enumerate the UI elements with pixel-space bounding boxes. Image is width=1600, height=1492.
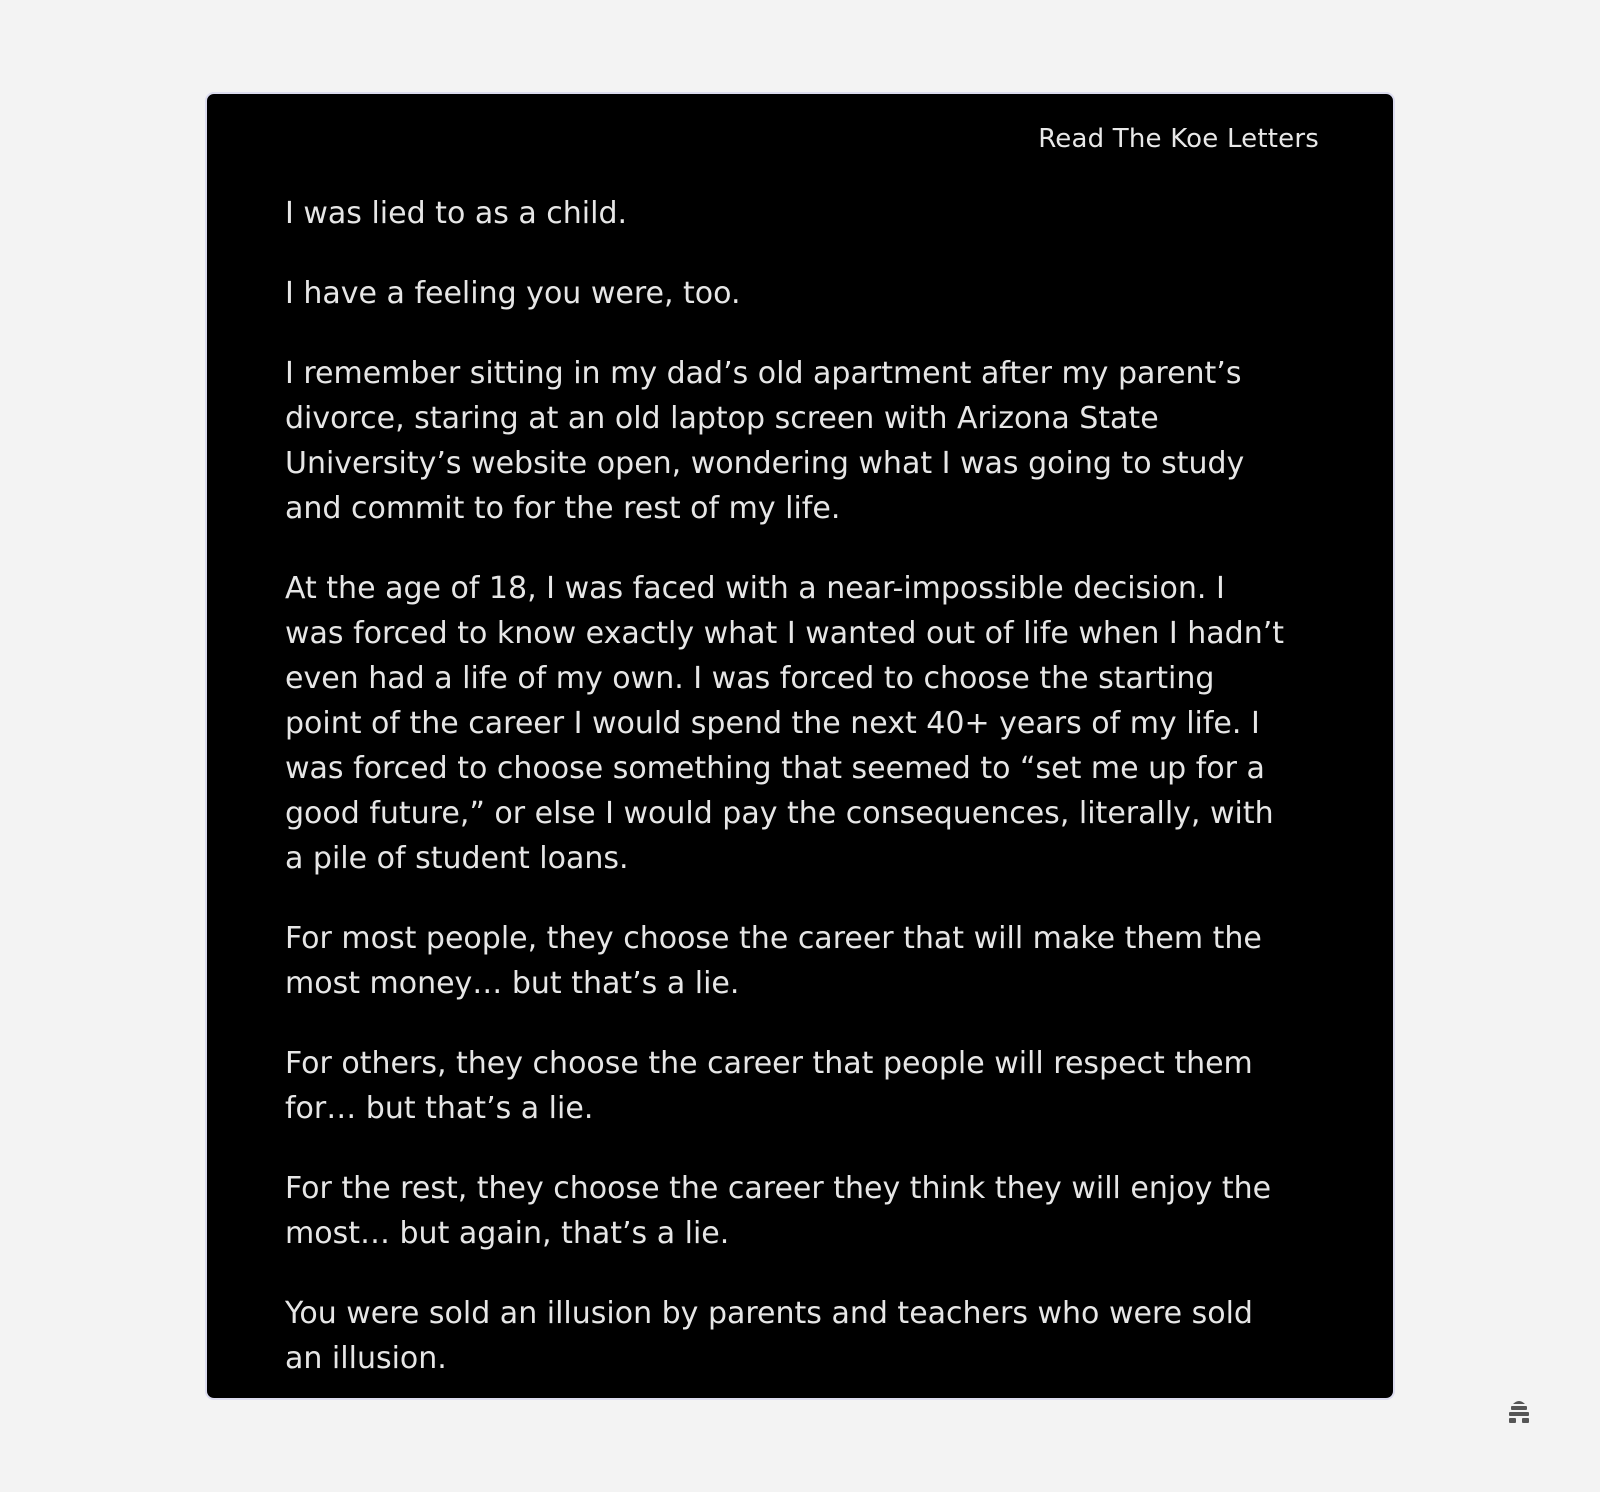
article-body bbox=[285, 191, 1285, 1400]
beehiiv-hive-icon[interactable] bbox=[1504, 1397, 1534, 1427]
paragraph: I remember sitting in my dad’s old apartment after my parent’s divorce, staring at an old laptop screen with Arizona State University’s website open, wondering what I was going to study and commit to for the rest of my life. bbox=[285, 356, 1245, 526]
paragraph: For the rest, they choose the career they think they will enjoy the most… but again, that’s a lie. bbox=[285, 1171, 1272, 1251]
paragraph: For others, they choose the career that people will respect them for… but that’s a lie. bbox=[285, 1046, 1253, 1126]
paragraph: At the age of 18, I was faced with a near-impossible decision. I was forced to know exactly what I wanted out of life when I hadn’t even had a life of my own. I was forced to choose the starting point of the career I would spend the next 40+ years of my life. I was forced to choose something that seemed to “set me up for a good future,” or else I would pay the consequences, literally, with a pile of student loans. bbox=[285, 571, 1285, 876]
paragraph: I have a feeling you were, too. bbox=[285, 276, 741, 311]
paragraph: I was lied to as a child. bbox=[285, 196, 628, 231]
read-koe-letters-link[interactable]: Read The Koe Letters bbox=[1038, 124, 1319, 154]
letter-card bbox=[205, 92, 1395, 1400]
paragraph: You were sold an illusion by parents and teachers who were sold an illusion. bbox=[285, 1296, 1253, 1376]
hive-icon-graphic bbox=[1504, 1397, 1534, 1427]
paragraph: For most people, they choose the career that will make them the most money… but that’s a lie. bbox=[285, 921, 1262, 1001]
